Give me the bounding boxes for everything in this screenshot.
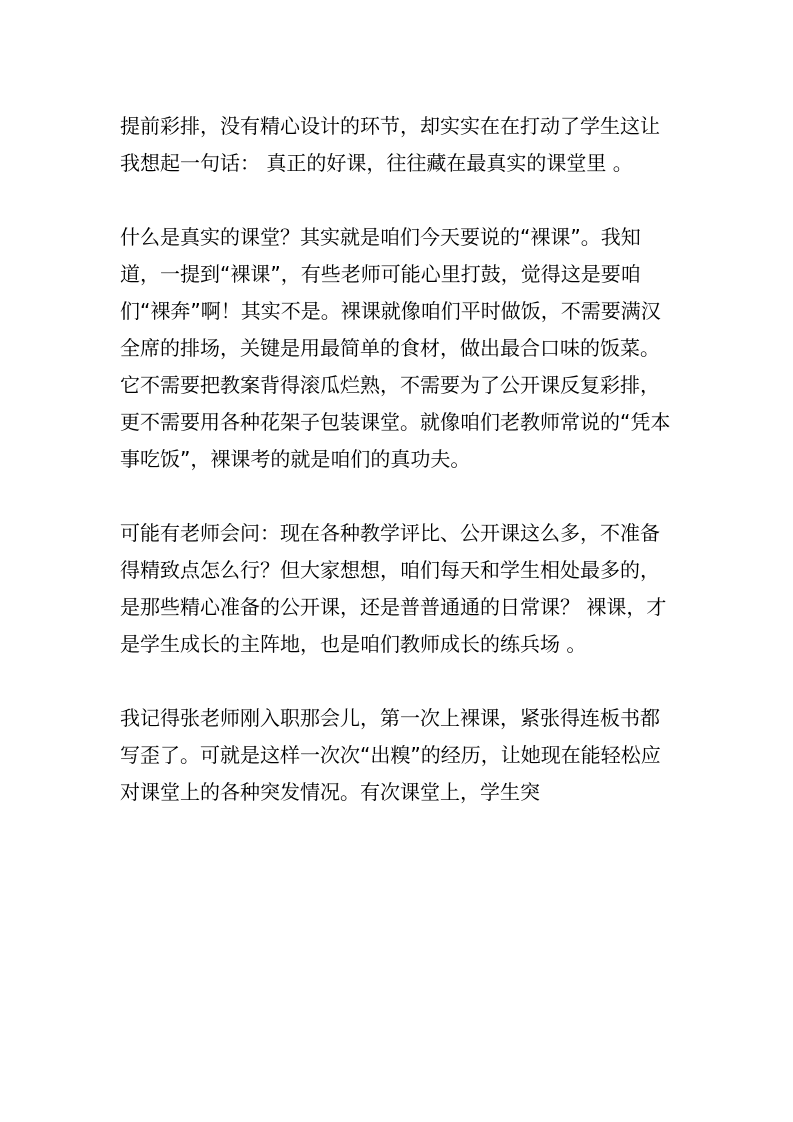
- paragraph-4: 我记得张老师刚入职那会儿，第一次上裸课，紧张得连板书都写歪了。可就是这样一次次“出糗”的经历，让她现在能轻松应对课堂上的各种突发情况。有次课堂上，学生突: [120, 706, 661, 804]
- paragraph-1: 提前彩排，没有精心设计的环节，却实实在在打动了学生这让我想起一句话： 真正的好课，往往藏在最真实的课堂里 。: [120, 114, 660, 175]
- document-body: [120, 108, 676, 811]
- paragraph-3: 可能有老师会问：现在各种教学评比、公开课这么多，不准备得精致点怎么行？但大家想想，咱们每天和学生相处最多的，是那些精心准备的公开课，还是普普通通的日常课？ 裸课，才是学生成长的主阵地，也是咱们教师成长的练兵场 。: [120, 521, 667, 656]
- paragraph-2: 什么是真实的课堂？其实就是咱们今天要说的“裸课”。我知道，一提到“裸课”，有些老师可能心里打鼓，觉得这是要咱们“裸奔”啊！其实不是。裸课就像咱们平时做饭，不需要满汉全席的排场，关键是用最简单的食材，做出最合口味的饭菜。它不需要把教案背得滚瓜烂熟，不需要为了公开课反复彩排，更不需要用各种花架子包装课堂。就像咱们老教师常说的“凭本事吃饭”，裸课考的就是咱们的真功夫。: [120, 225, 671, 471]
